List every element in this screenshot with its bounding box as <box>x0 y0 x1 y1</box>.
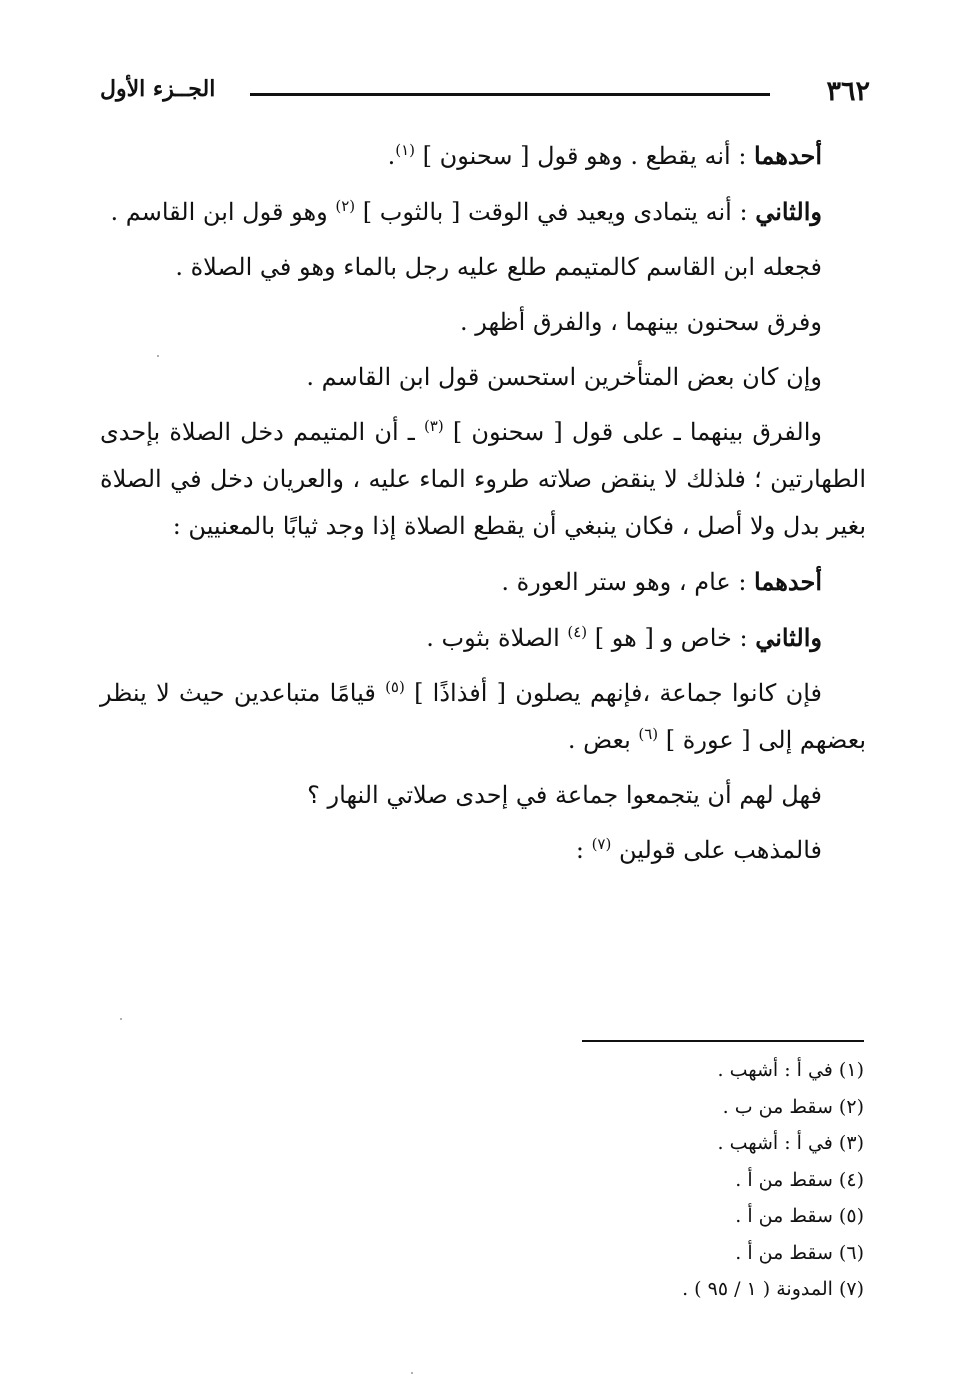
paragraph <box>100 354 866 401</box>
paragraph <box>100 772 866 819</box>
paragraph <box>100 188 866 236</box>
paragraph-text: : أنه يتمادى ويعيد في الوقت [ بالثوب ] <box>355 198 756 226</box>
paragraph-lead: والثاني <box>755 197 822 226</box>
paragraph <box>100 409 866 550</box>
paragraph-text: الصلاة بثوب . <box>426 624 568 652</box>
scan-speck <box>120 1018 122 1020</box>
paragraph-text: . <box>387 142 396 170</box>
footnote: (٣) في أ : أشهب . <box>717 1132 864 1154</box>
page-number: ٣٦٢ <box>826 76 870 107</box>
paragraph-text: وفرق سحنون بينهما ، والفرق أظهر . <box>459 308 822 336</box>
footnote: (٥) سقط من أ . <box>735 1205 864 1227</box>
footnote-ref: (٧) <box>591 835 612 853</box>
paragraph <box>100 670 866 764</box>
paragraph <box>100 244 866 291</box>
paragraph-text: وإن كان بعض المتأخرين استحسن قول ابن القاسم . <box>306 363 822 391</box>
footnote-ref: (٤) <box>567 623 588 641</box>
paragraph-lead: أحدهما <box>754 567 822 596</box>
paragraph-text: قيامًا متباعدين حيث لا ينظر بعضهم إلى [ عورة ] <box>100 679 866 754</box>
footnote-rule <box>582 1040 864 1042</box>
paragraph <box>100 558 866 606</box>
paragraph-text: ـ أن المتيمم دخل الصلاة بإحدى الطهارتين ؛ فلذلك لا ينقض صلاته طروء الماء عليه ، والعريان دخل في الصلاة بغير بدل ولا أصل ، فكان ينبغي أن يقطع الصلاة إذا وجد ثيابًا بالمعنيين : <box>100 418 866 540</box>
footnote-ref: (١) <box>395 141 415 159</box>
paragraph-text: : خاص و [ هو ] <box>587 624 756 652</box>
paragraph-text: : عام ، وهو ستر العورة . <box>501 568 755 596</box>
footnote: (٦) سقط من أ . <box>735 1241 864 1264</box>
footnotes <box>364 1052 864 1308</box>
paragraph-text: : <box>575 836 592 864</box>
footnote: (٧) المدونة ( ١ / ٩٥ ) . <box>682 1278 864 1300</box>
paragraph <box>100 299 866 346</box>
scan-speck <box>411 1372 413 1374</box>
paragraph-text: وهو قول ابن القاسم . <box>110 198 336 226</box>
footnote-ref: (٣) <box>423 417 444 435</box>
paragraph <box>100 827 866 874</box>
scan-speck <box>157 355 159 357</box>
footnote-ref: (٦) <box>638 725 659 743</box>
body-text <box>100 132 866 882</box>
paragraph <box>100 132 866 180</box>
page-header <box>100 76 870 116</box>
paragraph <box>100 614 866 662</box>
footnote: (٢) سقط من ب . <box>722 1095 864 1118</box>
paragraph-text: بعض . <box>567 726 639 754</box>
paragraph-text: فجعله ابن القاسم كالمتيمم طلع عليه رجل بالماء وهو في الصلاة . <box>175 253 822 281</box>
footnote-ref: (٥) <box>385 678 405 696</box>
paragraph-text: والفرق بينهما ـ على قول [ سحنون ] <box>443 418 822 446</box>
running-title: الجــزء الأول <box>100 76 216 102</box>
footnote-ref: (٢) <box>335 197 356 215</box>
paragraph-lead: أحدهما <box>754 141 822 170</box>
paragraph-text: فهل لهم أن يتجمعوا جماعة في إحدى صلاتي النهار ؟ <box>307 781 822 809</box>
footnote: (١) في أ : أشهب . <box>717 1059 864 1081</box>
header-rule <box>250 93 770 96</box>
paragraph-text: : أنه يقطع . وهو قول [ سحنون ] <box>415 142 755 170</box>
paragraph-lead: والثاني <box>755 623 822 652</box>
paragraph-text: فإن كانوا جماعة ،فإنهم يصلون [ أفذاذًا ] <box>404 679 822 707</box>
footnote: (٤) سقط من أ . <box>735 1168 864 1191</box>
paragraph-text: فالمذهب على قولين <box>611 836 822 864</box>
